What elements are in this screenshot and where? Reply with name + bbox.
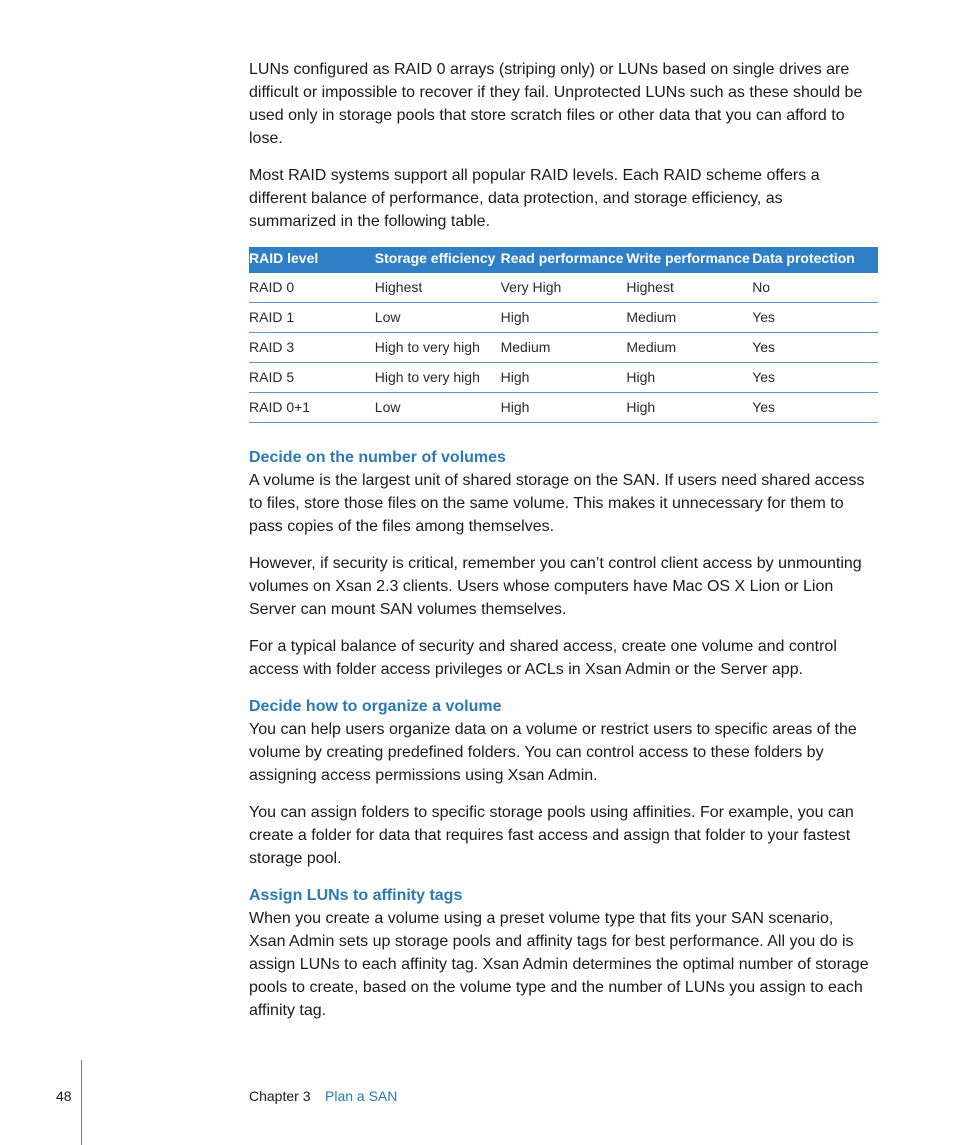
table-cell: Yes	[752, 393, 878, 423]
table-cell: Low	[375, 393, 501, 423]
page-content	[249, 58, 873, 1036]
header-write-performance: Write performance	[626, 247, 752, 273]
table-cell: Medium	[626, 303, 752, 333]
table-row	[249, 393, 878, 423]
table-cell: High	[626, 363, 752, 393]
section-paragraph: For a typical balance of security and shared access, create one volume and control access with folder access privileges or ACLs in Xsan Admin or the Server app.	[249, 638, 837, 678]
table-cell: RAID 1	[249, 303, 375, 333]
table-cell: High	[501, 393, 627, 423]
table-row	[249, 303, 878, 333]
header-read-performance: Read performance	[501, 247, 627, 273]
footer-divider	[81, 1060, 82, 1145]
section-paragraph: You can help users organize data on a volume or restrict users to specific areas of the volume by creating predefined folders. You can control access to these folders by assigning access permissions using Xsan Admin.	[249, 721, 857, 784]
section-paragraph: You can assign folders to specific storage pools using affinities. For example, you can create a folder for data that requires fast access and assign that folder to your fastest storage pool.	[249, 804, 854, 867]
table-cell: Yes	[752, 303, 878, 333]
chapter-label: Chapter 3	[249, 1088, 311, 1104]
table-cell: Low	[375, 303, 501, 333]
header-data-protection: Data protection	[752, 247, 878, 273]
table-cell: Very High	[501, 273, 627, 303]
raid-table-header-row	[249, 247, 878, 273]
table-row	[249, 333, 878, 363]
table-cell: High to very high	[375, 363, 501, 393]
section-paragraph: When you create a volume using a preset volume type that fits your SAN scenario, Xsan Admin sets up storage pools and affinity tags for best performance. All you do is assign LUNs to each affinity tag. Xsan Admin determines the optimal number of storage pools to create, based on the volume type and the number of LUNs you assign to each affinity tag.	[249, 910, 869, 1019]
table-row	[249, 363, 878, 393]
table-cell: High to very high	[375, 333, 501, 363]
intro-paragraph-2: Most RAID systems support all popular RAID levels. Each RAID scheme offers a different balance of performance, data protection, and storage efficiency, as summarized in the following table.	[249, 167, 820, 230]
table-cell: No	[752, 273, 878, 303]
section-heading-number-of-volumes: Decide on the number of volumes	[249, 449, 506, 466]
chapter-title-link[interactable]: Plan a SAN	[325, 1088, 398, 1104]
table-cell: RAID 5	[249, 363, 375, 393]
table-cell: RAID 0	[249, 273, 375, 303]
intro-paragraph-1: LUNs configured as RAID 0 arrays (striping only) or LUNs based on single drives are difficult or impossible to recover if they fail. Unprotected LUNs such as these should be used only in storage pools that store scratch files or other data that you can afford to lose.	[249, 61, 863, 147]
table-cell: Highest	[626, 273, 752, 303]
section-paragraph: However, if security is critical, remember you can’t control client access by unmounting volumes on Xsan 2.3 clients. Users whose computers have Mac OS X Lion or Lion Server can mount SAN volumes themselves.	[249, 555, 862, 618]
table-cell: Yes	[752, 333, 878, 363]
header-raid-level: RAID level	[249, 247, 375, 273]
page-footer	[0, 1060, 954, 1145]
section-heading-organize-volume: Decide how to organize a volume	[249, 698, 502, 715]
raid-table	[249, 247, 878, 423]
header-storage-efficiency: Storage efficiency	[375, 247, 501, 273]
table-cell: RAID 3	[249, 333, 375, 363]
section-heading-affinity-tags: Assign LUNs to affinity tags	[249, 887, 463, 904]
table-cell: Medium	[626, 333, 752, 363]
table-cell: High	[626, 393, 752, 423]
table-cell: Yes	[752, 363, 878, 393]
table-cell: Medium	[501, 333, 627, 363]
table-cell: High	[501, 363, 627, 393]
table-cell: High	[501, 303, 627, 333]
table-row	[249, 273, 878, 303]
section-paragraph: A volume is the largest unit of shared storage on the SAN. If users need shared access to files, store those files on the same volume. This makes it unnecessary for them to pass copies of the files among themselves.	[249, 472, 865, 535]
table-cell: Highest	[375, 273, 501, 303]
page-number: 48	[56, 1088, 72, 1104]
table-cell: RAID 0+1	[249, 393, 375, 423]
